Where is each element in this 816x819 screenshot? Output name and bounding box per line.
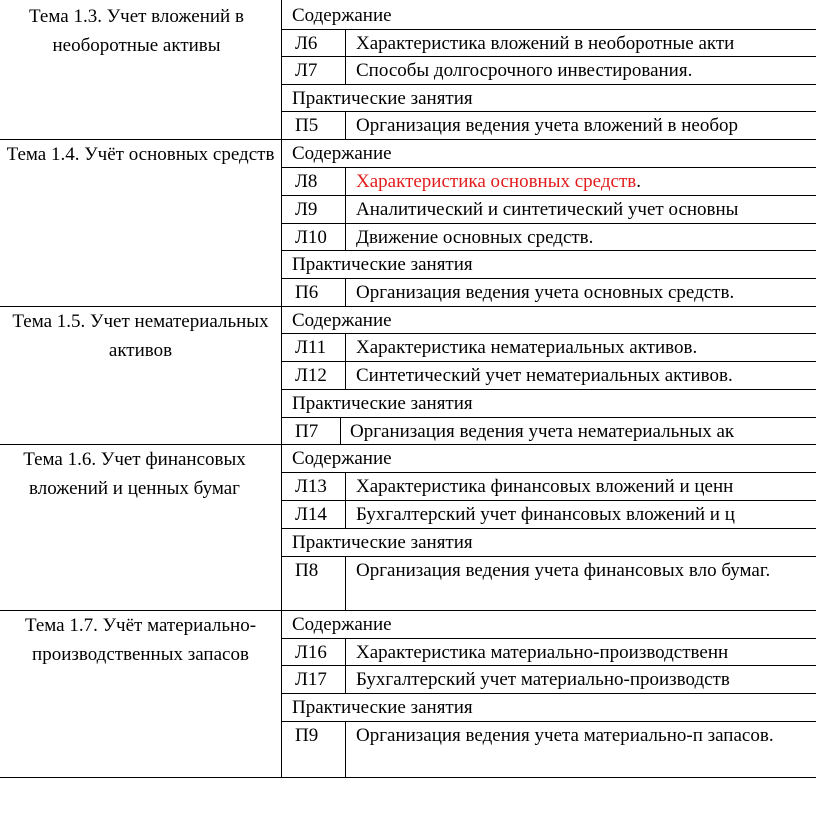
practice-text: Организация ведения учета основных средств. [356,282,735,303]
row-separator [281,278,816,279]
lecture-code: Л11 [295,337,327,358]
content-header: Содержание [292,448,392,469]
practice-header: Практические занятия [292,697,473,718]
lecture-code: Л6 [295,33,318,54]
code-divider [345,278,346,306]
row-separator [281,111,816,112]
content-header: Содержание [292,310,392,331]
row-separator [281,638,816,639]
lecture-text: Характеристика вложений в необоротные акти [356,33,735,54]
lecture-text: Характеристика нематериальных активов. [356,337,698,358]
practice-text: Организация ведения учета вложений в необор [356,115,739,136]
lecture-text: Движение основных средств. [356,227,594,248]
lecture-code: Л14 [295,504,327,525]
row-separator [281,693,816,694]
practice-code: П9 [295,725,319,746]
lecture-code: Л17 [295,669,327,690]
content-header: Содержание [292,5,392,26]
lecture-code: Л9 [295,199,318,220]
practice-header: Практические занятия [292,532,473,553]
practice-code: П6 [295,282,319,303]
lecture-text: Бухгалтерский учет финансовых вложений и ц [356,504,735,525]
row-separator [281,528,816,529]
row-separator [281,29,816,30]
row-separator [281,417,816,418]
topic-separator [0,444,816,445]
row-separator [281,665,816,666]
lecture-text: Бухгалтерский учет материально-производств [356,669,730,690]
topic-title: Тема 1.4. Учёт основных средств [6,144,275,165]
code-divider [345,721,346,777]
content-header: Содержание [292,614,392,635]
lecture-text: Характеристика материально-производственн [356,642,729,663]
code-divider [345,111,346,139]
row-separator [281,56,816,57]
row-separator [281,389,816,390]
row-separator [281,167,816,168]
lecture-code: Л16 [295,642,327,663]
practice-code: П8 [295,560,319,581]
topic-separator [0,139,816,140]
text-suffix: . [636,171,641,192]
row-separator [281,250,816,251]
row-separator [281,223,816,224]
practice-header: Практические занятия [292,88,473,109]
row-separator [281,361,816,362]
practice-text: Организация ведения учета нематериальных ак [350,421,735,442]
row-separator [281,556,816,557]
practice-text: Организация ведения учета материально-п запасов. [356,725,774,746]
topic-title: Тема 1.5. Учет нематериальных активов [12,311,269,361]
lecture-text: Аналитический и синтетический учет основны [356,199,739,220]
practice-text: Организация ведения учета финансовых вло бумаг. [356,560,771,581]
code-divider [345,556,346,610]
topic-title: Тема 1.7. Учёт материально-производственных запасов [24,615,257,665]
row-separator [281,721,816,722]
practice-header: Практические занятия [292,254,473,275]
lecture-text: Характеристика финансовых вложений и ценн [356,476,734,497]
table-bottom [0,777,816,778]
lecture-code: Л8 [295,171,318,192]
practice-header: Практические занятия [292,393,473,414]
lecture-code: Л13 [295,476,327,497]
code-divider [345,167,346,250]
lecture-text: Синтетический учет нематериальных активов. [356,365,733,386]
lecture-code: Л7 [295,60,318,81]
content-header: Содержание [292,143,392,164]
highlighted-text: Характеристика основных средств [356,171,637,192]
lecture-code: Л12 [295,365,327,386]
lecture-text: Способы долгосрочного инвестирования. [356,60,693,81]
row-separator [281,333,816,334]
row-separator [281,195,816,196]
practice-code: П5 [295,115,319,136]
row-separator [281,84,816,85]
practice-code: П7 [295,421,319,442]
code-divider [340,417,341,444]
lecture-text [356,168,641,195]
row-separator [281,472,816,473]
topic-title: Тема 1.3. Учет вложений в необоротные активы [29,6,244,56]
row-separator [281,500,816,501]
lecture-code: Л10 [295,227,327,248]
topic-separator [0,306,816,307]
topic-title: Тема 1.6. Учет финансовых вложений и ценных бумаг [23,449,246,499]
topic-separator [0,610,816,611]
